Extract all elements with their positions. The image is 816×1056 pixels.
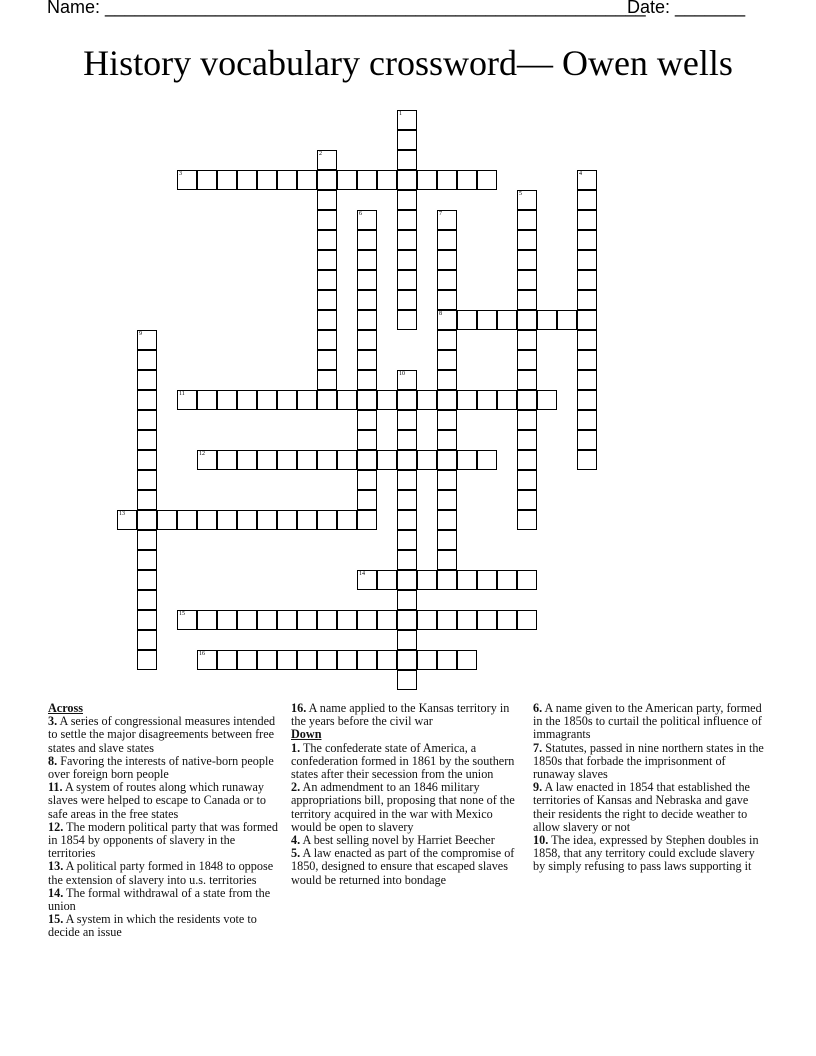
grid-cell[interactable] — [517, 270, 537, 290]
crossword-grid — [117, 110, 599, 692]
grid-cell[interactable] — [397, 310, 417, 330]
grid-cell[interactable] — [457, 570, 477, 590]
grid-cell[interactable] — [237, 390, 257, 410]
grid-cell[interactable] — [257, 650, 277, 670]
clue-number: 13 — [119, 511, 125, 517]
grid-cell[interactable] — [497, 310, 517, 330]
grid-cell[interactable] — [437, 210, 457, 230]
grid-cell[interactable] — [177, 390, 197, 410]
grid-cell[interactable] — [437, 250, 457, 270]
grid-cell[interactable] — [477, 450, 497, 470]
grid-cell[interactable] — [397, 250, 417, 270]
grid-cell[interactable] — [137, 330, 157, 350]
grid-cell[interactable] — [437, 170, 457, 190]
grid-cell[interactable] — [357, 350, 377, 370]
grid-cell[interactable] — [137, 650, 157, 670]
grid-cell[interactable] — [517, 230, 537, 250]
grid-cell[interactable] — [297, 390, 317, 410]
clue-number: 16 — [199, 651, 205, 657]
grid-cell[interactable] — [337, 170, 357, 190]
grid-cell[interactable] — [417, 610, 437, 630]
grid-cell[interactable] — [357, 510, 377, 530]
grid-cell[interactable] — [577, 210, 597, 230]
grid-cell[interactable] — [517, 470, 537, 490]
grid-cell[interactable] — [577, 170, 597, 190]
grid-cell[interactable] — [417, 650, 437, 670]
clue-number: 14 — [359, 571, 365, 577]
grid-cell[interactable] — [477, 310, 497, 330]
grid-cell[interactable] — [437, 450, 457, 470]
grid-cell[interactable] — [357, 450, 377, 470]
grid-cell[interactable] — [137, 370, 157, 390]
grid-cell[interactable] — [477, 390, 497, 410]
grid-cell[interactable] — [517, 610, 537, 630]
clue-across-14: 14. The formal withdrawal of a state from the union — [48, 885, 271, 914]
grid-cell[interactable] — [337, 450, 357, 470]
grid-cell[interactable] — [357, 170, 377, 190]
grid-cell[interactable] — [517, 250, 537, 270]
grid-cell[interactable] — [237, 650, 257, 670]
grid-cell[interactable] — [397, 430, 417, 450]
grid-cell[interactable] — [437, 550, 457, 570]
grid-cell[interactable] — [457, 310, 477, 330]
grid-cell[interactable] — [317, 510, 337, 530]
grid-cell[interactable] — [517, 310, 537, 330]
grid-cell[interactable] — [257, 610, 277, 630]
grid-cell[interactable] — [137, 430, 157, 450]
grid-cell[interactable] — [197, 610, 217, 630]
grid-cell[interactable] — [397, 230, 417, 250]
grid-cell[interactable] — [397, 570, 417, 590]
grid-cell[interactable] — [397, 590, 417, 610]
grid-cell[interactable] — [577, 250, 597, 270]
grid-cell[interactable] — [377, 650, 397, 670]
grid-cell[interactable] — [457, 610, 477, 630]
grid-cell[interactable] — [517, 570, 537, 590]
clue-across-11: 11. A system of routes along which runaway slaves were helped to escape to Canada or to safe areas in the free states — [48, 780, 266, 821]
grid-cell[interactable] — [437, 470, 457, 490]
grid-cell[interactable] — [417, 570, 437, 590]
clue-number: 8 — [439, 311, 442, 317]
grid-cell[interactable] — [157, 510, 177, 530]
grid-cell[interactable] — [417, 390, 437, 410]
clue-across-3: 3. A series of congressional measures intended to settle the major disagreements between free states and slave states — [48, 714, 276, 755]
grid-cell[interactable] — [537, 390, 557, 410]
grid-cell[interactable] — [137, 470, 157, 490]
grid-cell[interactable] — [237, 510, 257, 530]
clue-down-7: 7. Statutes, passed in nine northern states in the 1850s that forbade the imprisonment of runaway slaves — [533, 740, 764, 782]
grid-cell[interactable] — [517, 350, 537, 370]
grid-cell[interactable] — [237, 610, 257, 630]
grid-cell[interactable] — [357, 230, 377, 250]
grid-cell[interactable] — [297, 170, 317, 190]
grid-cell[interactable] — [357, 330, 377, 350]
grid-cell[interactable] — [317, 210, 337, 230]
grid-cell[interactable] — [477, 570, 497, 590]
grid-cell[interactable] — [297, 450, 317, 470]
grid-cell[interactable] — [437, 510, 457, 530]
grid-cell[interactable] — [437, 230, 457, 250]
grid-cell[interactable] — [517, 390, 537, 410]
grid-cell[interactable] — [517, 490, 537, 510]
grid-cell[interactable] — [317, 650, 337, 670]
grid-cell[interactable] — [457, 450, 477, 470]
grid-cell[interactable] — [397, 650, 417, 670]
grid-cell[interactable] — [397, 510, 417, 530]
grid-cell[interactable] — [437, 290, 457, 310]
grid-cell[interactable] — [237, 170, 257, 190]
clue-down-10: 10. The idea, expressed by Stephen doubles in 1858, that any territory could exclude slavery by simply refusing to pass laws supporting it — [533, 833, 759, 874]
grid-cell[interactable] — [357, 650, 377, 670]
grid-cell[interactable] — [577, 430, 597, 450]
clue-column-2 — [291, 702, 523, 887]
grid-cell[interactable] — [317, 350, 337, 370]
grid-cell[interactable] — [497, 390, 517, 410]
grid-cell[interactable] — [397, 670, 417, 690]
down-heading: Down — [291, 727, 322, 742]
grid-cell[interactable] — [197, 170, 217, 190]
grid-cell[interactable] — [437, 310, 457, 330]
grid-cell[interactable] — [217, 390, 237, 410]
grid-cell[interactable] — [357, 410, 377, 430]
clue-down-1: 1. The confederate state of America, a confederation formed in 1861 by the southern states after their secession from the union — [291, 740, 515, 782]
grid-cell[interactable] — [397, 290, 417, 310]
grid-cell[interactable] — [357, 310, 377, 330]
grid-cell[interactable] — [397, 190, 417, 210]
clue-down-9: 9. A law enacted in 1854 that established the territories of Kansas and Nebraska and gave their residents the right to decide weather to allow slavery or not — [533, 780, 750, 834]
grid-cell[interactable] — [517, 290, 537, 310]
grid-cell[interactable] — [217, 650, 237, 670]
grid-cell[interactable] — [397, 210, 417, 230]
grid-cell[interactable] — [137, 450, 157, 470]
grid-cell[interactable] — [317, 450, 337, 470]
grid-cell[interactable] — [437, 490, 457, 510]
clue-number: 11 — [179, 391, 185, 397]
clue-across-15: 15. A system in which the residents vote to decide an issue — [48, 912, 257, 940]
clue-number: 10 — [399, 371, 405, 377]
clue-number: 9 — [139, 331, 142, 337]
grid-cell[interactable] — [417, 170, 437, 190]
clue-across-8: 8. Favoring the interests of native-born people over foreign born people — [48, 753, 274, 782]
grid-cell[interactable] — [357, 570, 377, 590]
grid-cell[interactable] — [577, 230, 597, 250]
grid-cell[interactable] — [277, 170, 297, 190]
grid-cell[interactable] — [497, 610, 517, 630]
grid-cell[interactable] — [357, 610, 377, 630]
grid-cell[interactable] — [517, 190, 537, 210]
clue-column-3 — [533, 702, 767, 874]
name-field[interactable]: Name: ______________________________________________________ — [47, 0, 646, 17]
page-title: History vocabulary crossword— Owen wells — [83, 43, 733, 83]
grid-cell[interactable] — [217, 170, 237, 190]
grid-cell[interactable] — [377, 610, 397, 630]
grid-cell[interactable] — [397, 390, 417, 410]
grid-cell[interactable] — [577, 310, 597, 330]
grid-cell[interactable] — [397, 130, 417, 150]
grid-cell[interactable] — [577, 350, 597, 370]
clue-down-4: 4. A best selling novel by Harriet Beecher — [291, 833, 495, 848]
grid-cell[interactable] — [437, 650, 457, 670]
grid-cell[interactable] — [317, 230, 337, 250]
grid-cell[interactable] — [257, 390, 277, 410]
grid-cell[interactable] — [557, 310, 577, 330]
grid-cell[interactable] — [437, 530, 457, 550]
grid-cell[interactable] — [437, 410, 457, 430]
grid-cell[interactable] — [317, 330, 337, 350]
grid-cell[interactable] — [137, 570, 157, 590]
grid-cell[interactable] — [357, 390, 377, 410]
clue-number: 5 — [519, 191, 522, 197]
grid-cell[interactable] — [177, 510, 197, 530]
grid-cell[interactable] — [317, 310, 337, 330]
grid-cell[interactable] — [337, 610, 357, 630]
grid-cell[interactable] — [357, 210, 377, 230]
grid-cell[interactable] — [217, 610, 237, 630]
grid-cell[interactable] — [277, 450, 297, 470]
grid-cell[interactable] — [397, 550, 417, 570]
grid-cell[interactable] — [577, 190, 597, 210]
grid-cell[interactable] — [397, 170, 417, 190]
grid-cell[interactable] — [257, 450, 277, 470]
grid-cell[interactable] — [357, 370, 377, 390]
grid-cell[interactable] — [577, 390, 597, 410]
grid-cell[interactable] — [517, 330, 537, 350]
grid-cell[interactable] — [377, 170, 397, 190]
clue-number: 4 — [579, 171, 582, 177]
grid-cell[interactable] — [337, 390, 357, 410]
grid-cell[interactable] — [137, 410, 157, 430]
clue-number: 6 — [359, 211, 362, 217]
grid-cell[interactable] — [257, 170, 277, 190]
clue-down-5: 5. A law enacted as part of the compromise of 1850, designed to ensure that escaped slaves would be returned into bondage — [291, 846, 515, 887]
grid-cell[interactable] — [357, 430, 377, 450]
grid-cell[interactable] — [517, 370, 537, 390]
clue-number: 12 — [199, 451, 205, 457]
grid-cell[interactable] — [197, 450, 217, 470]
grid-cell[interactable] — [137, 510, 157, 530]
grid-cell[interactable] — [577, 450, 597, 470]
grid-cell[interactable] — [517, 450, 537, 470]
clue-number: 3 — [179, 171, 182, 177]
grid-cell[interactable] — [497, 570, 517, 590]
grid-cell[interactable] — [397, 530, 417, 550]
grid-cell[interactable] — [437, 570, 457, 590]
grid-cell[interactable] — [137, 530, 157, 550]
grid-cell[interactable] — [397, 450, 417, 470]
clue-number: 2 — [319, 151, 322, 157]
grid-cell[interactable] — [137, 550, 157, 570]
grid-cell[interactable] — [397, 270, 417, 290]
grid-cell[interactable] — [397, 370, 417, 390]
grid-cell[interactable] — [317, 250, 337, 270]
grid-cell[interactable] — [317, 150, 337, 170]
grid-cell[interactable] — [317, 170, 337, 190]
grid-cell[interactable] — [377, 570, 397, 590]
grid-cell[interactable] — [297, 610, 317, 630]
grid-cell[interactable] — [357, 250, 377, 270]
grid-cell[interactable] — [437, 390, 457, 410]
grid-cell[interactable] — [577, 370, 597, 390]
across-heading: Across — [48, 701, 83, 715]
grid-cell[interactable] — [477, 610, 497, 630]
grid-cell[interactable] — [577, 270, 597, 290]
grid-cell[interactable] — [137, 350, 157, 370]
grid-cell[interactable] — [537, 310, 557, 330]
clue-down-2: 2. An admendment to an 1846 military appropriations bill, proposing that none of the territory acquired in the war with Mexico would be open to slavery — [291, 780, 515, 834]
grid-cell[interactable] — [397, 490, 417, 510]
grid-cell[interactable] — [177, 170, 197, 190]
grid-cell[interactable] — [137, 610, 157, 630]
grid-cell[interactable] — [317, 290, 337, 310]
clue-number: 7 — [439, 211, 442, 217]
grid-cell[interactable] — [337, 510, 357, 530]
grid-cell[interactable] — [397, 410, 417, 430]
grid-cell[interactable] — [417, 450, 437, 470]
grid-cell[interactable] — [217, 510, 237, 530]
grid-cell[interactable] — [297, 510, 317, 530]
grid-cell[interactable] — [237, 450, 257, 470]
grid-cell[interactable] — [437, 430, 457, 450]
grid-cell[interactable] — [137, 490, 157, 510]
grid-cell[interactable] — [577, 330, 597, 350]
grid-cell[interactable] — [357, 290, 377, 310]
grid-cell[interactable] — [437, 610, 457, 630]
grid-cell[interactable] — [277, 650, 297, 670]
grid-cell[interactable] — [477, 170, 497, 190]
grid-cell[interactable] — [137, 630, 157, 650]
grid-cell[interactable] — [377, 450, 397, 470]
grid-cell[interactable] — [337, 650, 357, 670]
grid-cell[interactable] — [277, 390, 297, 410]
grid-cell[interactable] — [397, 630, 417, 650]
grid-cell[interactable] — [317, 610, 337, 630]
grid-cell[interactable] — [517, 210, 537, 230]
grid-cell[interactable] — [577, 290, 597, 310]
grid-cell[interactable] — [217, 450, 237, 470]
grid-cell[interactable] — [317, 270, 337, 290]
clue-across-13: 13. A political party formed in 1848 to oppose the extension of slavery into u.s. territories — [48, 859, 274, 887]
grid-cell[interactable] — [437, 350, 457, 370]
grid-cell[interactable] — [457, 650, 477, 670]
grid-cell[interactable] — [257, 510, 277, 530]
grid-cell[interactable] — [437, 270, 457, 290]
clue-across-16: 16. A name applied to the Kansas territory in the years before the civil war — [291, 701, 510, 729]
clue-number: 1 — [399, 111, 402, 117]
grid-cell[interactable] — [197, 650, 217, 670]
grid-cell[interactable] — [197, 510, 217, 530]
grid-cell[interactable] — [397, 110, 417, 130]
grid-cell[interactable] — [397, 610, 417, 630]
clue-column-1 — [48, 702, 280, 940]
grid-cell[interactable] — [277, 510, 297, 530]
grid-cell[interactable] — [317, 390, 337, 410]
grid-cell[interactable] — [397, 150, 417, 170]
grid-cell[interactable] — [457, 390, 477, 410]
grid-cell[interactable] — [437, 370, 457, 390]
grid-cell[interactable] — [357, 470, 377, 490]
grid-cell[interactable] — [577, 410, 597, 430]
grid-cell[interactable] — [297, 650, 317, 670]
grid-cell[interactable] — [317, 190, 337, 210]
grid-cell[interactable] — [437, 330, 457, 350]
grid-cell[interactable] — [457, 170, 477, 190]
grid-cell[interactable] — [377, 390, 397, 410]
date-field[interactable]: Date: _______ — [627, 0, 746, 17]
grid-cell[interactable] — [317, 370, 337, 390]
header-row — [47, 0, 747, 21]
grid-cell[interactable] — [517, 430, 537, 450]
grid-cell[interactable] — [177, 610, 197, 630]
grid-cell[interactable] — [197, 390, 217, 410]
grid-cell[interactable] — [357, 490, 377, 510]
grid-cell[interactable] — [397, 470, 417, 490]
clue-down-6: 6. A name given to the American party, formed in the 1850s to curtail the political influence of immagrants — [533, 701, 762, 742]
grid-cell[interactable] — [137, 390, 157, 410]
grid-cell[interactable] — [117, 510, 137, 530]
clue-across-12: 12. The modern political party that was formed in 1854 by opponents of slavery in the territories — [48, 819, 278, 861]
clue-number: 15 — [179, 611, 185, 617]
grid-cell[interactable] — [517, 410, 537, 430]
grid-cell[interactable] — [357, 270, 377, 290]
grid-cell[interactable] — [137, 590, 157, 610]
grid-cell[interactable] — [277, 610, 297, 630]
grid-cell[interactable] — [517, 510, 537, 530]
